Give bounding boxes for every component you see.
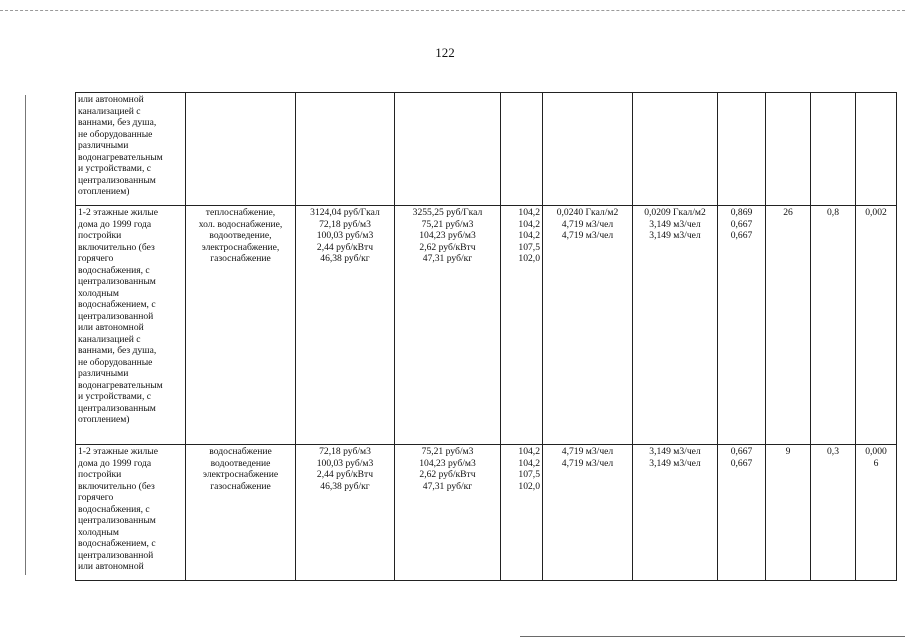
coef-cell [718,93,766,206]
norm-value: 3,149 м3/чел [649,218,701,230]
norm-value: 0,0240 Гкал/м2 [556,207,619,218]
table-row [76,206,897,445]
tariff-value: 75,21 руб/м3 [421,446,474,457]
services-cell [186,93,296,206]
index-value: 104,2 [518,218,540,230]
index-value: 102,0 [518,480,540,492]
norm-value: 4,719 м3/чел [561,230,614,241]
index-value: 104,2 [518,457,540,469]
col9-value: 9 [785,446,791,457]
col9-cell [766,93,811,206]
norm-value: 0,0209 Гкал/м2 [644,207,706,218]
services-cell [186,206,296,445]
col10-cell [811,93,856,206]
norm-value: 3,149 м3/чел [649,457,701,469]
tariff-2-cell [395,93,501,206]
norm-value: 4,719 м3/чел [561,457,614,469]
tariff-value: 2,62 руб/кВтч [419,241,476,253]
service-item: водоснабжение [209,446,272,457]
service-item: теплоснабжение, [205,207,276,218]
tariff-value: 72,18 руб/м3 [319,446,371,457]
tariff-value: 47,31 руб/кг [422,480,473,492]
norm-1-cell [543,445,633,581]
housing-description: 1-2 этажные жилые дома до 1999 года постройки включительно (без горячего водоснабжения, с централизованным холодным водоснабжением, с централизованной или автономной канализацией с ваннами, без душа, не оборудованные различными водонагревательным и устройствами, с централизованным отоплением) [78,207,163,425]
col11-cell [856,445,897,581]
housing-description: 1-2 этажные жилые дома до 1999 года постройки включительно (без горячего водоснабжения, с централизованным холодным водоснабжением, с централизованной или автономной [78,446,158,572]
tariff-value: 46,38 руб/кг [320,480,370,492]
index-cell [501,445,543,581]
housing-description-cell [76,206,186,445]
coef-cell [718,445,766,581]
service-item: хол. водоснабжение, [198,218,283,230]
service-item: электроснабжение, [201,241,280,253]
tariff-value: 2,44 руб/кВтч [316,241,374,253]
service-item: газоснабжение [210,480,271,492]
index-value: 104,2 [518,446,540,457]
tariff-2-cell [395,445,501,581]
service-item: водоотведение [210,457,271,469]
table-row [76,93,897,206]
left-margin-line [25,95,26,575]
service-item: электроснабжение [202,469,279,480]
housing-description-cell [76,445,186,581]
col9-cell [766,445,811,581]
housing-description-cell [76,93,186,206]
index-value: 104,2 [518,230,540,241]
col10-cell [811,206,856,445]
col10-value: 0,3 [827,446,839,457]
services-cell [186,445,296,581]
col11-value: 0,000 6 [865,446,887,469]
index-cell [501,206,543,445]
tariff-value: 100,03 руб/м3 [316,457,374,469]
col11-value: 0,002 [865,207,887,218]
coef-value: 0,869 [730,207,753,218]
tariff-2-cell [395,206,501,445]
tariff-value: 47,31 руб/кг [422,253,473,264]
table-row [76,445,897,581]
tariff-value: 46,38 руб/кг [320,253,370,264]
index-value: 107,5 [518,469,540,480]
service-item: газоснабжение [210,253,271,264]
tariff-value: 104,23 руб/м3 [419,457,476,469]
norm-value: 3,149 м3/чел [649,230,701,241]
housing-description: или автономной канализацией с ваннами, без душа, не оборудованные различными водонагревательным и устройствами, с централизованным отоплением) [78,94,163,197]
norm-value: 4,719 м3/чел [561,218,614,230]
norm-1-cell [543,206,633,445]
tariff-1-cell [296,93,395,206]
index-cell [501,93,543,206]
coef-value: 0,667 [730,446,753,457]
norm-2-cell [633,445,718,581]
tariff-value: 100,03 руб/м3 [316,230,374,241]
scan-edge-top [0,10,905,11]
norm-1-cell [543,93,633,206]
tariff-1-cell [296,445,395,581]
norm-value: 3,149 м3/чел [649,446,701,457]
col9-value: 26 [783,207,793,218]
coef-value: 0,667 [730,218,753,230]
col11-cell [856,206,897,445]
col10-cell [811,445,856,581]
coef-value: 0,667 [730,230,753,241]
tariff-1-cell [296,206,395,445]
norm-value: 4,719 м3/чел [561,446,614,457]
tariff-value: 3124,04 руб/Гкал [310,207,380,218]
col11-cell [856,93,897,206]
page-number: 122 [435,45,455,60]
index-value: 102,0 [518,253,540,264]
index-value: 104,2 [518,207,540,218]
tariff-value: 3255,25 руб/Гкал [412,207,483,218]
tariff-value: 104,23 руб/м3 [419,230,476,241]
col9-cell [766,206,811,445]
coef-cell [718,206,766,445]
tariff-value: 2,44 руб/кВтч [316,469,374,480]
tariff-value: 72,18 руб/м3 [319,218,371,230]
col10-value: 0,8 [827,207,839,218]
norm-2-cell [633,93,718,206]
norm-2-cell [633,206,718,445]
service-item: водоотведение, [209,230,272,241]
coef-value: 0,667 [730,457,753,469]
tariff-value: 75,21 руб/м3 [421,218,474,230]
tariff-value: 2,62 руб/кВтч [419,469,476,480]
index-value: 107,5 [518,241,540,253]
scan-edge-bottom [520,636,905,637]
tariff-table [75,92,897,581]
